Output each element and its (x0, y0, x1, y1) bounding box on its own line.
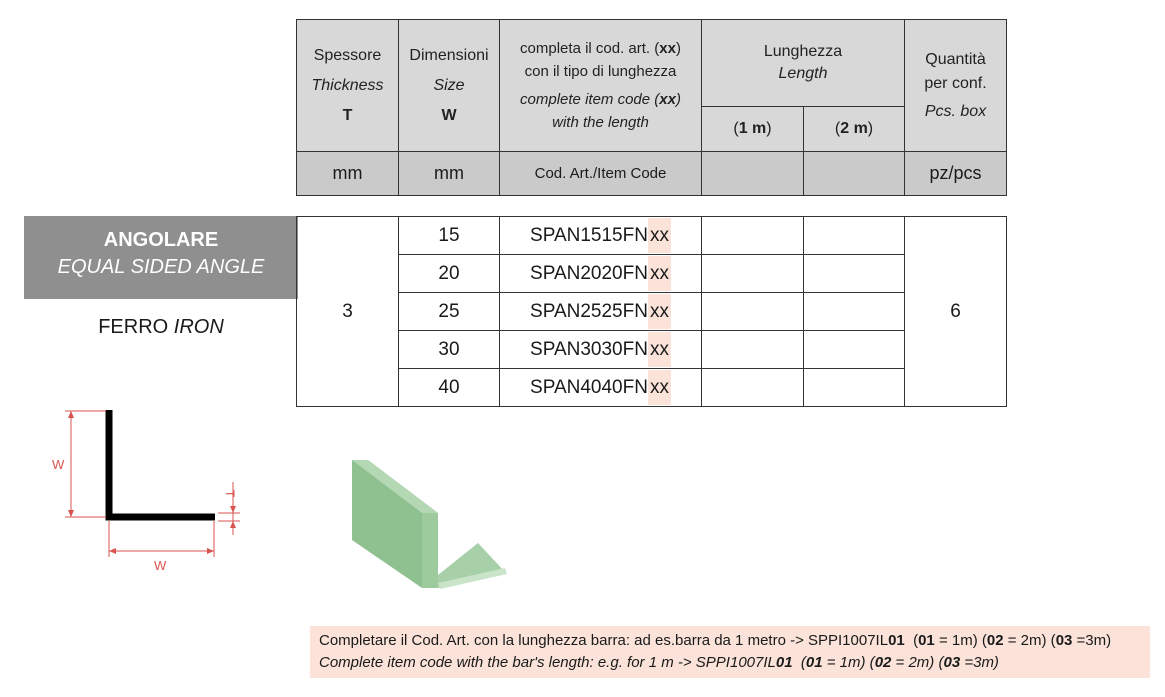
code-cell: SPAN4040FN xx (500, 369, 702, 407)
size-cell: 40 (399, 369, 500, 407)
material-label (24, 316, 298, 339)
table-row (297, 293, 1007, 331)
table-row (297, 369, 1007, 407)
product-name-it: ANGOLARE (103, 229, 219, 251)
unit-code: Cod. Art./Item Code (500, 152, 702, 196)
code-it-line2: con il tipo di lunghezza (524, 62, 677, 80)
unit-1m (702, 152, 804, 196)
length-note (310, 626, 1150, 678)
code-en-line2: with the length (552, 113, 649, 131)
size-cell: 25 (399, 293, 500, 331)
qty-cell: 6 (905, 217, 1007, 407)
dim-label-w-horizontal: W (154, 558, 167, 573)
length-1m-cell (702, 217, 804, 255)
dim-label-t: T (223, 490, 237, 498)
note-it: Completare il Cod. Art. con la lunghezza barra: ad es.barra da 1 metro -> SPPI1007IL01 (01 = 1m) (02 = 2m) (03 =3m) (319, 632, 1112, 649)
table-row (297, 255, 1007, 293)
unit-2m (804, 152, 905, 196)
col-code-header (500, 20, 702, 152)
angle-section-drawing (40, 400, 260, 585)
product-table (296, 216, 1007, 407)
col-size-header (399, 20, 500, 152)
col-length-header (702, 20, 905, 107)
length-2m-header: (2 m) (804, 107, 905, 152)
code-cell: SPAN2525FN xx (500, 293, 702, 331)
angle-profile-3d-image (340, 455, 520, 595)
angle-profile-section (109, 410, 215, 517)
thickness-cell: 3 (297, 217, 399, 407)
size-cell: 20 (399, 255, 500, 293)
size-symbol: W (441, 106, 457, 124)
col-qty-header (905, 20, 1007, 152)
qty-en: Pcs. box (924, 102, 987, 120)
code-it-line1: completa il cod. art. (xx) (520, 39, 681, 57)
code-cell: SPAN2020FN xx (500, 255, 702, 293)
length-2m-cell (804, 217, 905, 255)
length-1m-cell (702, 369, 804, 407)
unit-qty: pz/pcs (905, 152, 1007, 196)
length-en: Length (778, 65, 828, 82)
size-it: Dimensioni (409, 46, 489, 64)
qty-it-2: per conf. (924, 74, 987, 92)
profile-front-edge (422, 513, 438, 588)
length-1m-cell (702, 331, 804, 369)
size-cell: 15 (399, 217, 500, 255)
length-1m-cell (702, 293, 804, 331)
material-it: FERRO (98, 316, 169, 338)
length-2m-cell (804, 331, 905, 369)
col-thickness-header (297, 20, 399, 152)
unit-size: mm (399, 152, 500, 196)
code-cell: SPAN3030FN xx (500, 331, 702, 369)
product-name-en: EQUAL SIDED ANGLE (57, 256, 265, 278)
header-table (296, 19, 1007, 196)
length-2m-cell (804, 293, 905, 331)
table-row (297, 331, 1007, 369)
dim-label-w-vertical: W (52, 457, 65, 472)
note-en: Complete item code with the bar's length: e.g. for 1 m -> SPPI1007IL01 (01 = 1m) (02 = 2m) (03 =3m) (319, 654, 999, 671)
material-en: IRON (173, 316, 224, 338)
qty-it-1: Quantità (925, 50, 986, 68)
code-en-line1: complete item code (xx) (520, 90, 681, 108)
length-1m-cell (702, 255, 804, 293)
length-1m-header: (1 m) (702, 107, 804, 152)
thickness-en: Thickness (311, 76, 384, 94)
length-it: Lunghezza (763, 43, 843, 60)
length-2m-cell (804, 255, 905, 293)
unit-thickness: mm (297, 152, 399, 196)
size-en: Size (433, 76, 465, 94)
code-cell: SPAN1515FN xx (500, 217, 702, 255)
thickness-symbol: T (342, 106, 353, 124)
thickness-it: Spessore (313, 46, 382, 64)
table-row (297, 217, 1007, 255)
length-2m-cell (804, 369, 905, 407)
size-cell: 30 (399, 331, 500, 369)
product-label (24, 216, 298, 299)
